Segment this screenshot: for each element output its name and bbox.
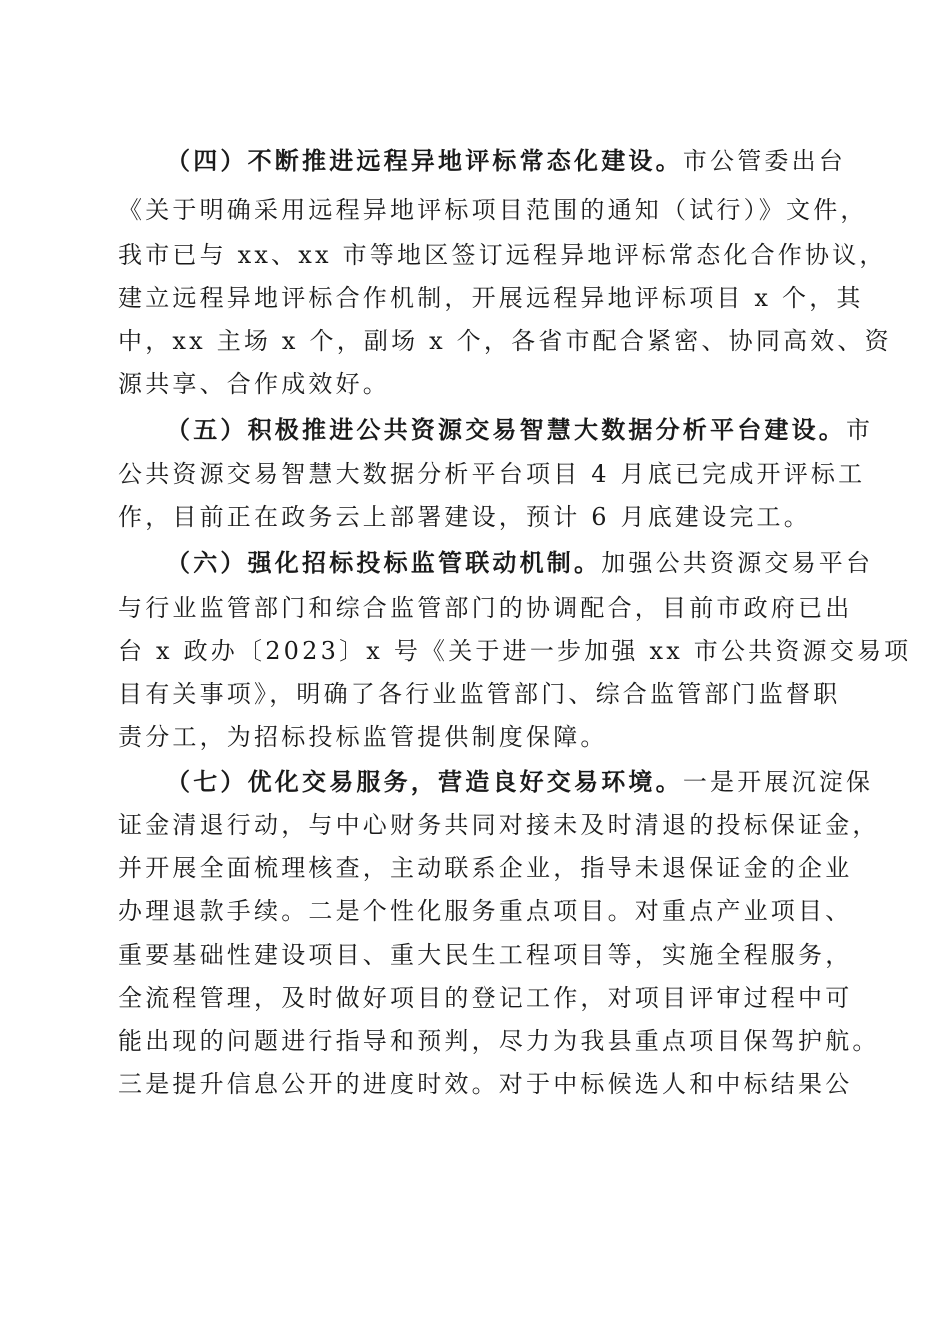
section-heading: （四）不断推进远程异地评标常态化建设。 bbox=[166, 146, 683, 175]
paragraph-line: 《关于明确采用远程异地评标项目范围的通知（试行）》文件， bbox=[118, 196, 868, 224]
paragraph-line: 全流程管理，及时做好项目的登记工作，对项目评审过程中可 bbox=[118, 984, 853, 1012]
section-heading: （六）强化招标投标监管联动机制。 bbox=[166, 548, 602, 577]
paragraph-line: 中，xx 主场 x 个，副场 x 个，各省市配合紧密、协同高效、资 bbox=[118, 327, 892, 355]
paragraph-line: （四）不断推进远程异地评标常态化建设。市公管委出台 bbox=[166, 146, 847, 175]
paragraph-line: 责分工，为招标投标监管提供制度保障。 bbox=[118, 723, 608, 751]
paragraph-line: 三是提升信息公开的进度时效。对于中标候选人和中标结果公 bbox=[118, 1070, 853, 1098]
paragraph-line: （五）积极推进公共资源交易智慧大数据分析平台建设。市 bbox=[166, 415, 874, 444]
paragraph-line: 证金清退行动，与中心财务共同对接未及时清退的投标保证金， bbox=[118, 811, 880, 839]
paragraph-line: 源共享、合作成效好。 bbox=[118, 370, 390, 398]
paragraph-line: 台 x 政办〔2023〕x 号《关于进一步加强 xx 市公共资源交易项 bbox=[118, 637, 912, 665]
section-heading: （五）积极推进公共资源交易智慧大数据分析平台建设。 bbox=[166, 415, 846, 444]
paragraph-line: （七）优化交易服务，营造良好交易环境。一是开展沉淀保 bbox=[166, 767, 874, 796]
paragraph-line: 公共资源交易智慧大数据分析平台项目 4 月底已完成开评标工 bbox=[118, 460, 866, 488]
paragraph-line: 并开展全面梳理核查，主动联系企业，指导未退保证金的企业 bbox=[118, 854, 853, 882]
paragraph-line: 与行业监管部门和综合监管部门的协调配合，目前市政府已出 bbox=[118, 594, 853, 622]
section-heading: （七）优化交易服务，营造良好交易环境。 bbox=[166, 767, 683, 796]
paragraph-line: （六）强化招标投标监管联动机制。加强公共资源交易平台 bbox=[166, 548, 874, 577]
paragraph-line: 作，目前正在政务云上部署建设，预计 6 月底建设完工。 bbox=[118, 503, 811, 531]
paragraph-line: 目有关事项》，明确了各行业监管部门、综合监管部门监督职 bbox=[118, 680, 841, 708]
paragraph-line: 我市已与 xx、xx 市等地区签订远程异地评标常态化合作协议， bbox=[118, 241, 887, 269]
paragraph-line: 重要基础性建设项目、重大民生工程项目等，实施全程服务， bbox=[118, 941, 853, 969]
paragraph-line: 办理退款手续。二是个性化服务重点项目。对重点产业项目、 bbox=[118, 897, 853, 925]
paragraph-line: 建立远程异地评标合作机制，开展远程异地评标项目 x 个，其 bbox=[118, 284, 864, 312]
paragraph-line: 能出现的问题进行指导和预判，尽力为我县重点项目保驾护航。 bbox=[118, 1027, 880, 1055]
